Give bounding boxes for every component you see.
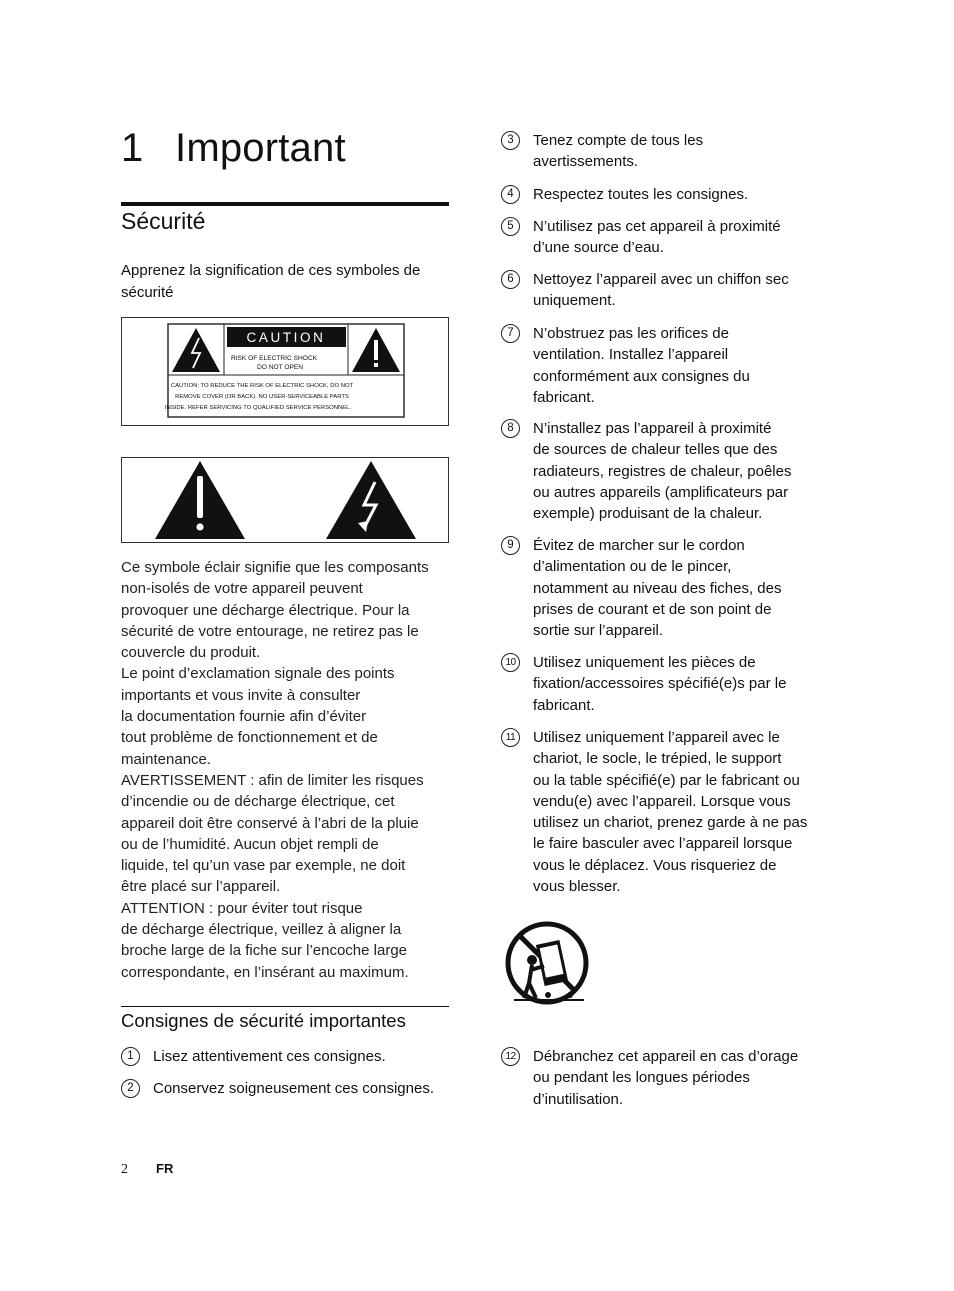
item-number-marker: 2: [121, 1079, 140, 1098]
item-text: [533, 130, 843, 173]
item-line: N’installez pas l’appareil à proximité: [533, 420, 772, 437]
body-line: ou de l’humidité. Aucun objet rempli de: [121, 835, 379, 853]
item-number-marker: 3: [501, 131, 520, 150]
page-footer: [121, 1160, 174, 1178]
item-text: [533, 652, 843, 716]
item-number-marker: 1: [121, 1047, 140, 1066]
item-text: [533, 535, 843, 641]
subsection-title: Consignes de sécurité importantes: [121, 1010, 406, 1031]
body-line: Ce symbole éclair signifie que les composants: [121, 559, 429, 576]
item-line: de sources de chaleur telles que des: [533, 441, 778, 459]
body-line: Le point d’exclamation signale des points: [121, 665, 395, 683]
caution-heading: CAUTION: [246, 330, 326, 345]
item-line: Évitez de marcher sur le cordon: [533, 537, 745, 554]
item-line: d’une source d’eau.: [533, 239, 664, 257]
chapter-title: [121, 126, 346, 171]
caution-line-2: DO NOT OPEN: [256, 364, 304, 371]
body-line: tout problème de fonctionnement et de: [121, 729, 378, 747]
item-line: ventilation. Installez l’appareil: [533, 346, 729, 364]
body-line: importants et vous invite à consulter: [121, 686, 361, 704]
item-line: Utilisez uniquement l’appareil avec le: [533, 729, 780, 746]
item-number-marker: 9: [501, 536, 520, 555]
body-line: liquide, tel qu’un vase par exemple, ne doit: [121, 857, 406, 875]
item-line: fabricant.: [533, 388, 595, 406]
item-text: [153, 1046, 453, 1067]
item-line: uniquement.: [533, 292, 616, 310]
body-line: provoquer une décharge électrique. Pour la: [121, 601, 410, 619]
body-line: maintenance.: [121, 750, 212, 768]
item-number-marker: 5: [501, 217, 520, 236]
caution-footer-3: INSIDE. REFER SERVICING TO QUALIFIED SERVICE PERSONNEL.: [164, 405, 352, 411]
item-line: exemple) produisant de la chaleur.: [533, 505, 763, 523]
item-number-marker: 6: [501, 270, 520, 289]
item-line: conformément aux consignes du: [533, 367, 750, 385]
lightning-triangle-icon: [326, 461, 416, 539]
item-number-marker: 12: [501, 1047, 520, 1066]
item-text: [533, 269, 843, 312]
item-text: [533, 323, 843, 408]
item-line: vous le déplacez. Vous risqueriez de: [533, 856, 777, 874]
body-line: de décharge électrique, veillez à aligner la: [121, 921, 402, 939]
item-line: ou autres appareils (amplificateurs par: [533, 483, 789, 501]
item-line: Respectez toutes les consignes.: [533, 186, 749, 203]
subsection-rule: [121, 1006, 449, 1007]
item-line: d’inutilisation.: [533, 1090, 624, 1108]
section-intro: Apprenez la signification de ces symboles de sécurité: [121, 262, 421, 301]
language-code: FR: [156, 1161, 174, 1176]
item-number-marker: 10: [501, 653, 520, 672]
body-line: la documentation fournie afin d’éviter: [121, 708, 367, 726]
item-number-marker: 4: [501, 185, 520, 204]
body-line: être placé sur l’appareil.: [121, 878, 281, 896]
section-title: Sécurité: [121, 208, 206, 234]
item-line: Tenez compte de tous les: [533, 132, 704, 149]
title-rule: [121, 202, 449, 206]
body-line: AVERTISSEMENT : afin de limiter les risques: [121, 771, 424, 789]
exclamation-triangle-icon: [155, 461, 245, 539]
item-text: [153, 1078, 453, 1099]
item-number-marker: 7: [501, 324, 520, 343]
item-line: N’utilisez pas cet appareil à proximité: [533, 218, 781, 235]
item-number-marker: 8: [501, 419, 520, 438]
item-line: prises de courant et de son point de: [533, 600, 772, 618]
caution-footer-2: REMOVE COVER (OR BACK). NO USER-SERVICEABLE PARTS: [175, 394, 349, 400]
item-text: [533, 216, 843, 259]
chapter-number: 1: [121, 126, 144, 170]
safety-symbols-description: [121, 557, 449, 983]
body-line: couvercle du produit.: [121, 644, 261, 662]
item-line: d’alimentation ou de le pincer,: [533, 558, 732, 576]
caution-line-1: RISK OF ELECTRIC SHOCK: [230, 355, 318, 362]
item-text: [533, 1046, 843, 1110]
item-line: fabricant.: [533, 696, 595, 714]
item-line: N’obstruez pas les orifices de: [533, 325, 729, 342]
body-line: appareil doit être conservé à l’abri de la pluie: [121, 814, 419, 832]
page-number: 2: [121, 1162, 128, 1177]
item-text: [533, 184, 843, 205]
body-line: broche large de la fiche sur l’encoche large: [121, 942, 408, 960]
item-text: [533, 727, 843, 897]
item-line: Lisez attentivement ces consignes.: [153, 1048, 386, 1065]
chapter-title-text: Important: [175, 126, 346, 170]
item-line: ou pendant les longues périodes: [533, 1069, 750, 1087]
item-line: Débranchez cet appareil en cas d’orage: [533, 1048, 799, 1065]
body-line: d’incendie ou de décharge électrique, cet: [121, 793, 395, 811]
body-line: sécurité de votre entourage, ne retirez pas le: [121, 622, 419, 640]
item-line: Conservez soigneusement ces consignes.: [153, 1080, 434, 1097]
item-line: sortie sur l’appareil.: [533, 622, 664, 640]
caution-label-box: [121, 317, 449, 426]
body-line: non-isolés de votre appareil peuvent: [121, 580, 363, 598]
cart-tip-over-icon: [504, 920, 590, 1006]
item-line: utilisez un chariot, prenez garde à ne pas: [533, 814, 808, 832]
item-line: chariot, le socle, le trépied, le support: [533, 750, 782, 768]
item-text: [533, 418, 843, 524]
body-line: correspondante, en l’insérant au maximum.: [121, 963, 409, 981]
body-line: ATTENTION : pour éviter tout risque: [121, 899, 363, 917]
item-line: fixation/accessoires spécifié(e)s par le: [533, 675, 787, 693]
item-line: vous blesser.: [533, 878, 621, 896]
item-line: Nettoyez l’appareil avec un chiffon sec: [533, 271, 789, 288]
caution-label-icon: [122, 318, 448, 425]
item-line: vendu(e) avec l’appareil. Lorsque vous: [533, 792, 791, 810]
item-line: ou la table spécifié(e) par le fabricant ou: [533, 771, 800, 789]
item-line: le faire basculer avec l’appareil lorsque: [533, 835, 793, 853]
caution-footer-1: CAUTION: TO REDUCE THE RISK OF ELECTRIC SHOCK, DO NOT: [170, 383, 354, 389]
warning-symbols-box: [121, 457, 449, 543]
item-line: notamment au niveau des fiches, des: [533, 579, 782, 597]
item-line: avertissements.: [533, 153, 639, 171]
item-line: Utilisez uniquement les pièces de: [533, 654, 756, 671]
item-number-marker: 11: [501, 728, 520, 747]
item-line: radiateurs, registres de chaleur, poêles: [533, 462, 792, 480]
